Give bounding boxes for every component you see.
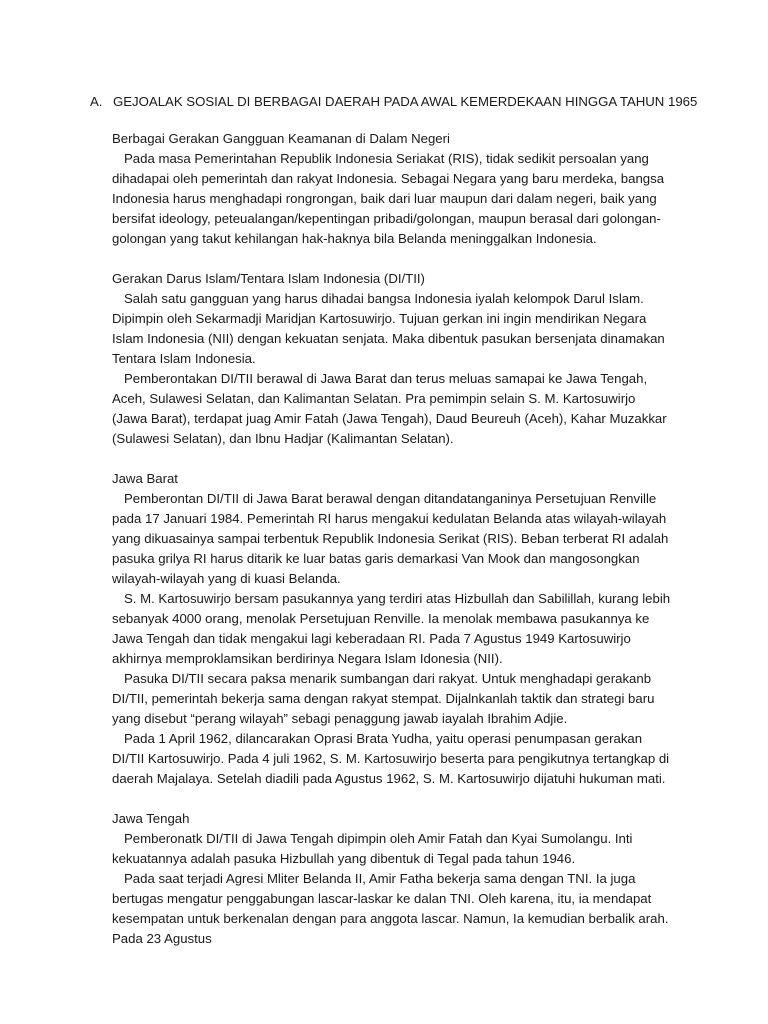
subsection-title: Berbagai Gerakan Gangguan Keamanan di Dalam Negeri (112, 131, 450, 146)
document-body (112, 129, 672, 949)
paragraph: Pada masa Pemerintahan Republik Indonesia Seriakat (RIS), tidak sedikit persoalan yang dihadapai oleh pemerintah dan rakyat Indonesia. Sebagai Negara yang baru merdeka, bangsa Indonesia harus menghadapi rongrongan, baik dari luar maupun dari dalam negeri, baik yang bersifat ideology, peteualangan/kepentingan pribadi/golongan, maupun berasal dari golongan-golongan yang takut kehilangan hak-haknya bila Belanda meninggalkan Indonesia. (112, 151, 665, 246)
section-letter: A. (90, 94, 103, 109)
paragraph: Pada saat terjadi Agresi Mliter Belanda II, Amir Fatha bekerja sama dengan TNI. Ia juga bertugas mengatur penggabungan lascar-laskar ke dalan TNI. Oleh karena, itu, ia mendapat kesempatan untuk berkenalan dengan para anggota lascar. Namun, Ia kemudian berbalik arah. Pada 23 Agustus (112, 871, 669, 946)
paragraph: Pemberonatk DI/TII di Jawa Tengah dipimpin oleh Amir Fatah dan Kyai Sumolangu. Inti kekuatannya adalah pasuka Hizbullah yang dibentuk di Tegal pada tahun 1946. (112, 831, 633, 866)
spacer (112, 249, 672, 269)
subsection-title: Jawa Barat (112, 471, 178, 486)
paragraph: Salah satu gangguan yang harus dihadai bangsa Indonesia iyalah kelompok Darul Islam. Dipimpin oleh Sekarmadji Maridjan Kartosuwirjo. Tujuan gerkan ini ingin mendirikan Negara Islam Indonesia (NII) dengan kekuatan senjata. Maka dibentuk pasukan bersenjata dinamakan Tentara Islam Indonesia. (112, 291, 665, 366)
paragraph: Pada 1 April 1962, dilancarakan Oprasi Brata Yudha, yaitu operasi penumpasan gerakan DI/TII Kartosuwirjo. Pada 4 juli 1962, S. M. Kartosuwirjo beserta para pengikutnya tertangkap di daerah Majalaya. Setelah diadili pada Agustus 1962, S. M. Kartosuwirjo dijatuhi hukuman mati. (112, 731, 670, 786)
section-title: GEJOALAK SOSIAL DI BERBAGAI DAERAH PADA AWAL KEMERDEKAAN HINGGA TAHUN 1965 (113, 94, 698, 109)
section-heading (90, 92, 730, 112)
spacer (112, 789, 672, 809)
paragraph: Pasuka DI/TII secara paksa menarik sumbangan dari rakyat. Untuk menghadapi gerakanb DI/TII, pemerintah bekerja sama dengan rakyat stempat. Dijalnkanlah taktik dan strategi baru yang disebut “perang wilayah” sebagi penaggung jawab iayalah Ibrahim Adjie. (112, 671, 655, 726)
spacer (112, 449, 672, 469)
paragraph: S. M. Kartosuwirjo bersam pasukannya yang terdiri atas Hizbullah dan Sabilillah, kurang lebih sebanyak 4000 orang, menolak Persetujuan Renville. Ia menolak membawa pasukannya ke Jawa Tengah dan tidak mengakui lagi keberadaan RI. Pada 7 Agustus 1949 Kartosuwirjo akhirnya memproklamsikan berdirinya Negara Islam Idonesia (NII). (112, 591, 671, 666)
paragraph: Pemberontakan DI/TII berawal di Jawa Barat dan terus meluas samapai ke Jawa Tengah, Aceh, Sulawesi Selatan, dan Kalimantan Selatan. Pra pemimpin selain S. M. Kartosuwirjo (Jawa Barat), terdapat juag Amir Fatah (Jawa Tengah), Daud Beureuh (Aceh), Kahar Muzakkar (Sulawesi Selatan), dan Ibnu Hadjar (Kalimantan Selatan). (112, 371, 667, 446)
paragraph: Pemberontan DI/TII di Jawa Barat berawal dengan ditandatanganinya Persetujuan Renville pada 17 Januari 1984. Pemerintah RI harus mengakui kedulatan Belanda atas wilayah-wilayah yang dikuasainya sampai terbentuk Republik Indonesia Serikat (RIS). Beban terberat RI adalah pasuka grilya RI harus ditarik ke luar batas garis demarkasi Van Mook dan mangosongkan wilayah-wilayah yang di kuasi Belanda. (112, 491, 669, 586)
subsection-title: Gerakan Darus Islam/Tentara Islam Indonesia (DI/TII) (112, 271, 425, 286)
subsection-title: Jawa Tengah (112, 811, 190, 826)
